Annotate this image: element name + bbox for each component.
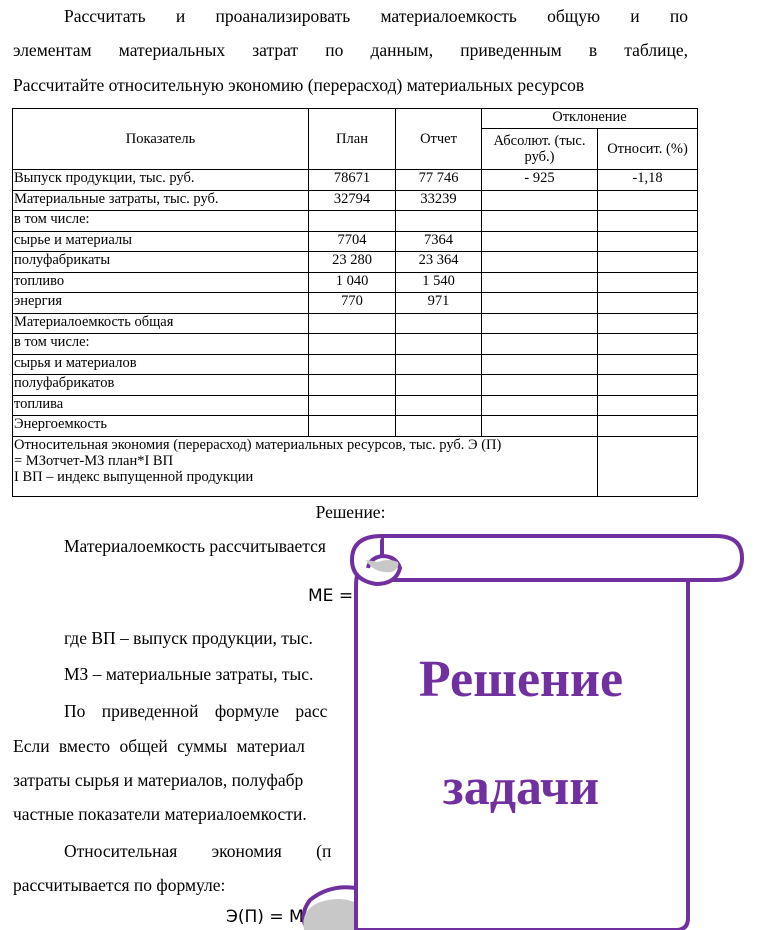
table-row [13, 252, 698, 273]
row-label: полуфабрикаты [13, 252, 309, 273]
solution-p8: Относительная экономия (п [64, 841, 332, 861]
row-absolute [482, 416, 598, 437]
economy-cell [13, 436, 598, 496]
row-plan [309, 211, 396, 232]
row-report [396, 211, 482, 232]
row-plan: 78671 [309, 170, 396, 191]
row-report: 7364 [396, 231, 482, 252]
row-relative [598, 231, 698, 252]
row-relative [598, 354, 698, 375]
row-absolute [482, 375, 598, 396]
formula-economy: Э(П) = М [226, 907, 304, 927]
row-report: 1 540 [396, 272, 482, 293]
row-absolute [482, 272, 598, 293]
row-report [396, 313, 482, 334]
row-label: топлива [13, 395, 309, 416]
solution-p5: Если вместо общей суммы материал [13, 736, 305, 756]
row-report: 33239 [396, 190, 482, 211]
header-absolute: Абсолют. (тыс. руб.) [482, 129, 598, 170]
table-row [13, 190, 698, 211]
row-absolute [482, 395, 598, 416]
row-report: 971 [396, 293, 482, 314]
row-report: 23 364 [396, 252, 482, 273]
row-plan: 770 [309, 293, 396, 314]
row-label: топливо [13, 272, 309, 293]
row-label: Выпуск продукции, тыс. руб. [13, 170, 309, 191]
row-absolute [482, 354, 598, 375]
table-row [13, 334, 698, 355]
row-relative [598, 313, 698, 334]
solution-p9: рассчитывается по формуле: [13, 875, 226, 895]
row-label: полуфабрикатов [13, 375, 309, 396]
row-report: 77 746 [396, 170, 482, 191]
table-row [13, 416, 698, 437]
row-label: в том числе: [13, 334, 309, 355]
row-label: энергия [13, 293, 309, 314]
row-plan [309, 354, 396, 375]
economy-line-2: = МЗотчет-МЗ план*I ВП [14, 452, 174, 469]
row-label: Материалоемкость общая [13, 313, 309, 334]
banner-title-line-1: Решение [418, 651, 624, 708]
table-row [13, 231, 698, 252]
row-absolute [482, 313, 598, 334]
row-relative [598, 416, 698, 437]
intro-line-2: элементам материальных затрат по данным, приведенным в таблице, [13, 40, 688, 60]
scroll-banner-graphic [296, 528, 760, 930]
row-plan [309, 416, 396, 437]
row-relative [598, 211, 698, 232]
table-row [13, 211, 698, 232]
table-row [13, 272, 698, 293]
row-relative: -1,18 [598, 170, 698, 191]
row-label: Материальные затраты, тыс. руб. [13, 190, 309, 211]
row-plan [309, 375, 396, 396]
solution-p1: Материалоемкость рассчитывается [64, 536, 326, 556]
solution-heading: Решение: [315, 502, 386, 522]
row-absolute [482, 190, 598, 211]
materials-table [12, 108, 698, 497]
economy-value-cell [598, 436, 698, 496]
row-label: в том числе: [13, 211, 309, 232]
table-row [13, 313, 698, 334]
row-absolute [482, 211, 598, 232]
row-relative [598, 395, 698, 416]
header-relative: Относит. (%) [598, 129, 698, 170]
row-plan: 32794 [309, 190, 396, 211]
row-label: сырья и материалов [13, 354, 309, 375]
header-report: Отчет [396, 109, 482, 170]
header-plan: План [309, 109, 396, 170]
row-relative [598, 293, 698, 314]
row-relative [598, 190, 698, 211]
table-row [13, 354, 698, 375]
header-deviation: Отклонение [482, 109, 698, 129]
table-row [13, 375, 698, 396]
row-plan: 7704 [309, 231, 396, 252]
formula-me: МЕ = [308, 586, 354, 606]
solution-p2: где ВП – выпуск продукции, тыс. [64, 628, 313, 648]
row-relative [598, 272, 698, 293]
banner-title-line-2: задачи [442, 759, 600, 816]
row-plan: 23 280 [309, 252, 396, 273]
row-report [396, 334, 482, 355]
intro-line-3: Рассчитайте относительную экономию (перерасход) материальных ресурсов [13, 75, 585, 95]
row-plan [309, 395, 396, 416]
solution-p7: частные показатели материалоемкости. [13, 804, 307, 824]
row-plan: 1 040 [309, 272, 396, 293]
row-plan [309, 334, 396, 355]
row-plan [309, 313, 396, 334]
table-row [13, 293, 698, 314]
row-absolute [482, 252, 598, 273]
intro-line-1: Рассчитать и проанализировать материалоемкость общую и по [64, 6, 688, 26]
row-report [396, 375, 482, 396]
row-relative [598, 375, 698, 396]
table-row [13, 395, 698, 416]
row-relative [598, 334, 698, 355]
row-label: Энергоемкость [13, 416, 309, 437]
economy-line-1: Относительная экономия (перерасход) материальных ресурсов, тыс. руб. Э (П) [14, 436, 502, 453]
row-report [396, 416, 482, 437]
header-indicator: Показатель [13, 109, 309, 170]
row-report [396, 354, 482, 375]
row-absolute [482, 334, 598, 355]
row-absolute [482, 293, 598, 314]
solution-p6: затраты сырья и материалов, полуфабр [13, 770, 304, 790]
row-absolute: - 925 [482, 170, 598, 191]
row-relative [598, 252, 698, 273]
row-report [396, 395, 482, 416]
solution-p4: По приведенной формуле расс [64, 701, 328, 721]
economy-line-3: I ВП – индекс выпущенной продукции [14, 468, 254, 485]
table-row [13, 170, 698, 191]
solution-p3: МЗ – материальные затраты, тыс. [64, 664, 314, 684]
row-absolute [482, 231, 598, 252]
row-label: сырье и материалы [13, 231, 309, 252]
